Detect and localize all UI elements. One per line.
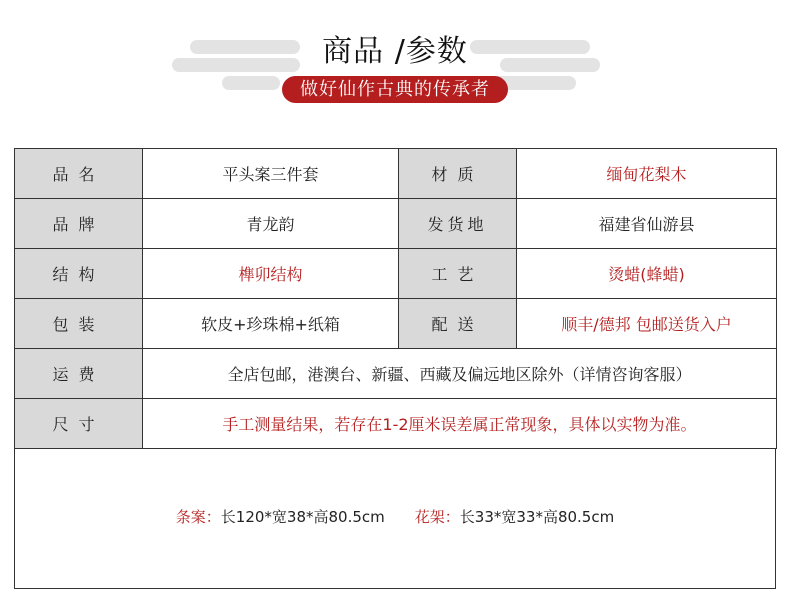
value-material: 缅甸花梨木 [517,149,777,199]
value-name: 平头案三件套 [143,149,399,199]
label-packaging: 包装 [15,299,143,349]
label-brand: 品牌 [15,199,143,249]
table-row [15,349,777,399]
item1-label: 条案： [175,508,221,526]
item2-value: 长33*宽33*高80.5cm [459,508,615,526]
value-shipping: 全店包邮，港澳台、新疆、西藏及偏远地区除外（详情咨询客服） [143,349,777,399]
value-packaging: 软皮+珍珠棉+纸箱 [143,299,399,349]
table-row [15,199,777,249]
label-material: 材质 [399,149,517,199]
slogan-badge: 做好仙作古典的传承者 [282,76,508,103]
cloud-decoration [222,76,280,90]
item1-value: 长120*宽38*高80.5cm [220,508,385,526]
label-structure: 结构 [15,249,143,299]
label-size: 尺寸 [15,399,143,449]
value-brand: 青龙韵 [143,199,399,249]
item2-label: 花架： [414,508,460,526]
size-line [15,506,775,527]
page-title: 商品 /参数 [322,34,468,69]
value-structure: 榫卯结构 [143,249,399,299]
table-row [15,399,777,449]
table-row [15,299,777,349]
label-delivery: 配送 [399,299,517,349]
table-row [15,249,777,299]
value-craft: 烫蜡(蜂蜡) [517,249,777,299]
value-delivery: 顺丰/德邦 包邮送货入户 [517,299,777,349]
label-origin: 发货地 [399,199,517,249]
label-name: 品名 [15,149,143,199]
label-craft: 工艺 [399,249,517,299]
label-shipping: 运费 [15,349,143,399]
value-size-note: 手工测量结果，若存在1-2厘米误差属正常现象，具体以实物为准。 [143,399,777,449]
table-row [15,149,777,199]
params-table [14,148,777,449]
size-detail-box [14,448,776,589]
value-origin: 福建省仙游县 [517,199,777,249]
